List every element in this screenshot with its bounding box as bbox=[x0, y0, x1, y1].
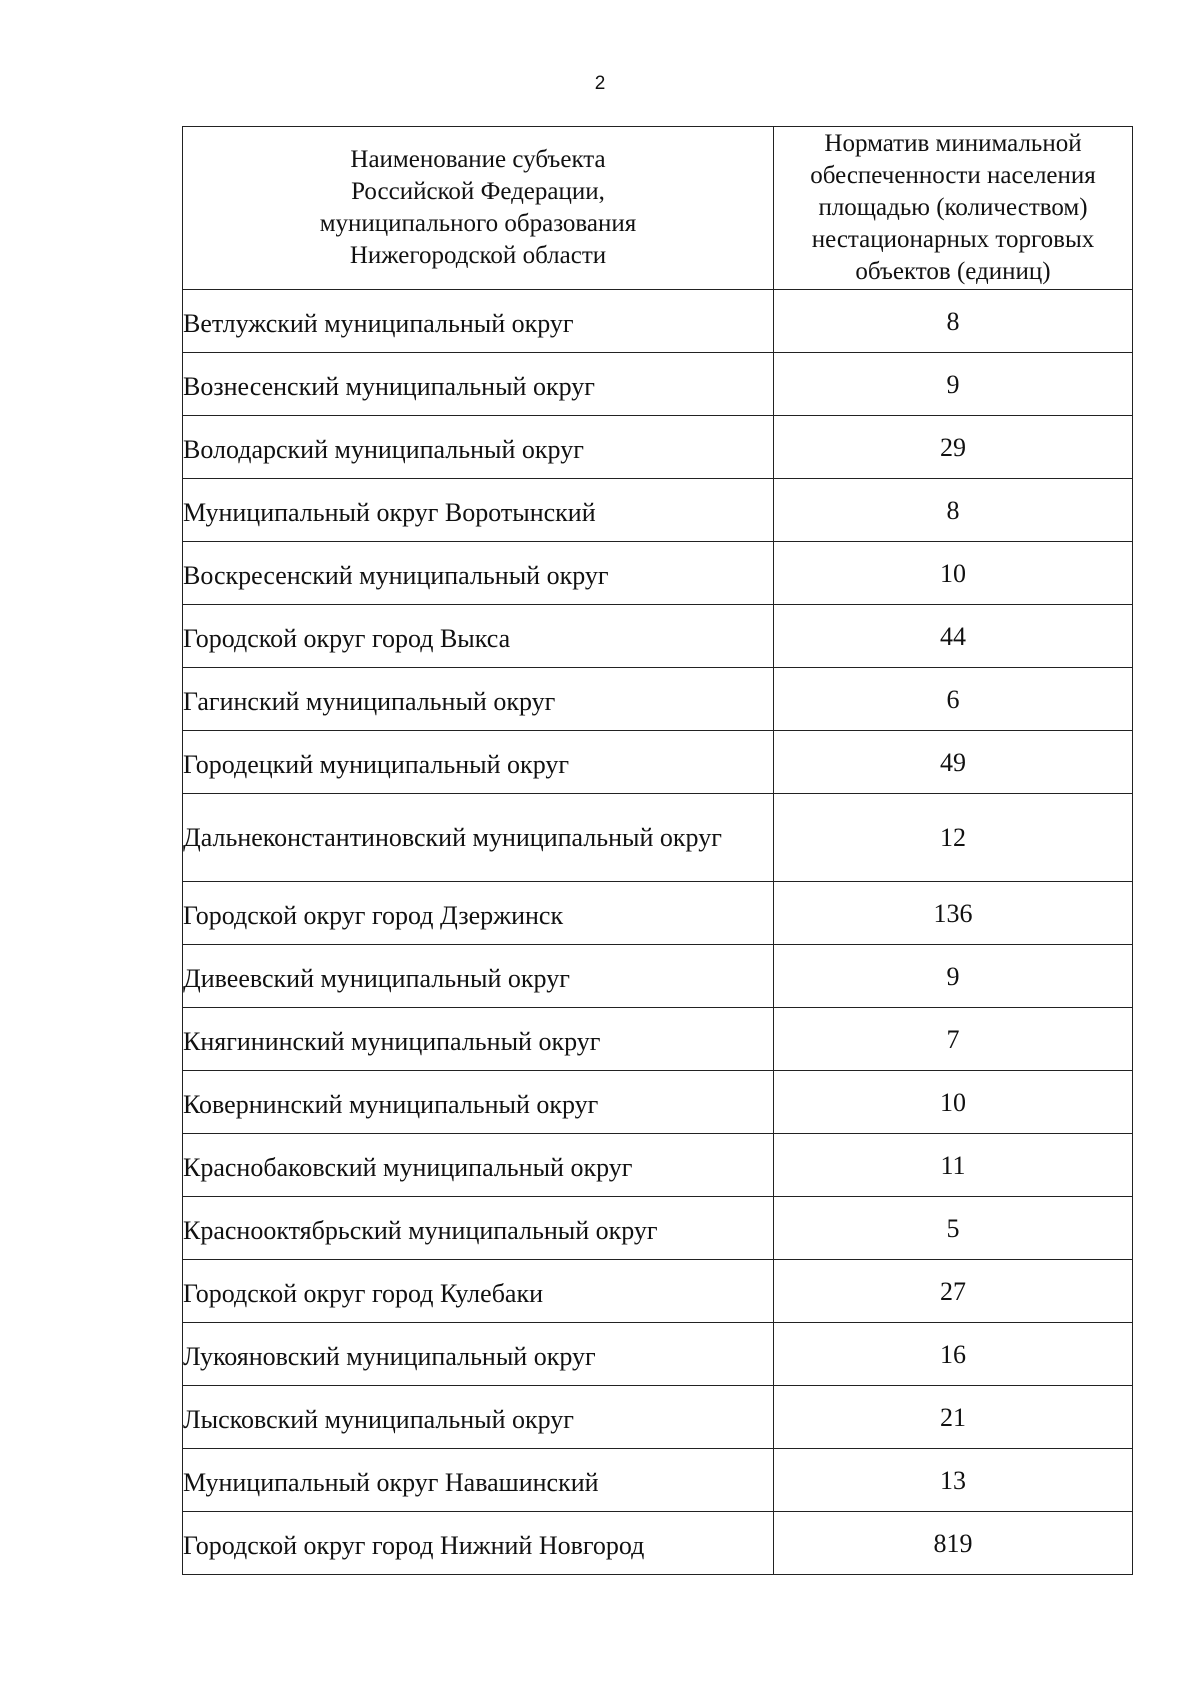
municipality-name: Краснобаковский муниципальный округ bbox=[183, 1134, 774, 1197]
municipality-name: Городской округ город Выкса bbox=[183, 605, 774, 668]
table-row bbox=[183, 1197, 1133, 1260]
header-municipality-line: Наименование субъекта bbox=[350, 146, 606, 173]
table-header-row bbox=[183, 127, 1133, 290]
norm-table bbox=[182, 126, 1133, 1575]
norm-value: 6 bbox=[774, 668, 1133, 731]
header-norm-line: объектов (единиц) bbox=[855, 258, 1051, 285]
norm-value: 7 bbox=[774, 1008, 1133, 1071]
norm-value: 8 bbox=[774, 479, 1133, 542]
norm-value: 9 bbox=[774, 945, 1133, 1008]
norm-value: 27 bbox=[774, 1260, 1133, 1323]
table-row bbox=[183, 542, 1133, 605]
table-row bbox=[183, 479, 1133, 542]
municipality-name: Муниципальный округ Воротынский bbox=[183, 479, 774, 542]
header-municipality-line: муниципального образования bbox=[319, 210, 637, 237]
municipality-name: Володарский муниципальный округ bbox=[183, 416, 774, 479]
norm-value: 11 bbox=[774, 1134, 1133, 1197]
norm-value: 12 bbox=[774, 794, 1133, 882]
header-municipality-line: Нижегородской области bbox=[349, 242, 607, 269]
municipality-name: Ветлужский муниципальный округ bbox=[183, 290, 774, 353]
table-row bbox=[183, 353, 1133, 416]
table-row bbox=[183, 794, 1133, 882]
page-number: 2 bbox=[594, 73, 606, 94]
table-row bbox=[183, 1386, 1133, 1449]
norm-value: 5 bbox=[774, 1197, 1133, 1260]
table-row bbox=[183, 945, 1133, 1008]
municipality-name: Городской округ город Нижний Новгород bbox=[183, 1512, 774, 1575]
table-row bbox=[183, 882, 1133, 945]
norm-value: 29 bbox=[774, 416, 1133, 479]
norm-value: 819 bbox=[774, 1512, 1133, 1575]
header-norm-line: Норматив минимальной bbox=[824, 130, 1082, 157]
municipality-name: Дальнеконстантиновский муниципальный округ bbox=[183, 794, 774, 882]
table-row bbox=[183, 605, 1133, 668]
municipality-name: Вознесенский муниципальный округ bbox=[183, 353, 774, 416]
table-row bbox=[183, 1449, 1133, 1512]
table-row bbox=[183, 1323, 1133, 1386]
municipality-name: Воскресенский муниципальный округ bbox=[183, 542, 774, 605]
norm-value: 21 bbox=[774, 1386, 1133, 1449]
norm-value: 9 bbox=[774, 353, 1133, 416]
table-row bbox=[183, 1134, 1133, 1197]
table-row bbox=[183, 1260, 1133, 1323]
table-row bbox=[183, 731, 1133, 794]
table-row bbox=[183, 1071, 1133, 1134]
table-row bbox=[183, 290, 1133, 353]
municipality-name: Ковернинский муниципальный округ bbox=[183, 1071, 774, 1134]
header-municipality-line: Российской Федерации, bbox=[351, 178, 605, 205]
table-row bbox=[183, 416, 1133, 479]
header-norm-line: обеспеченности населения bbox=[810, 162, 1096, 189]
municipality-name: Дивеевский муниципальный округ bbox=[183, 945, 774, 1008]
municipality-name: Лысковский муниципальный округ bbox=[183, 1386, 774, 1449]
norm-value: 10 bbox=[774, 542, 1133, 605]
table-row bbox=[183, 1008, 1133, 1071]
municipality-name: Муниципальный округ Навашинский bbox=[183, 1449, 774, 1512]
municipality-name: Княгининский муниципальный округ bbox=[183, 1008, 774, 1071]
municipality-name: Лукояновский муниципальный округ bbox=[183, 1323, 774, 1386]
municipality-name: Гагинский муниципальный округ bbox=[183, 668, 774, 731]
municipality-name: Городской округ город Дзержинск bbox=[183, 882, 774, 945]
municipality-name: Городской округ город Кулебаки bbox=[183, 1260, 774, 1323]
table-row bbox=[183, 668, 1133, 731]
municipality-name: Городецкий муниципальный округ bbox=[183, 731, 774, 794]
norm-value: 16 bbox=[774, 1323, 1133, 1386]
header-norm-line: нестационарных торговых bbox=[811, 226, 1095, 253]
header-norm-line: площадью (количеством) bbox=[818, 194, 1088, 221]
norm-value: 49 bbox=[774, 731, 1133, 794]
table-row bbox=[183, 1512, 1133, 1575]
norm-value: 136 bbox=[774, 882, 1133, 945]
header-municipality bbox=[183, 127, 774, 290]
municipality-name: Краснооктябрьский муниципальный округ bbox=[183, 1197, 774, 1260]
norm-value: 10 bbox=[774, 1071, 1133, 1134]
norm-value: 13 bbox=[774, 1449, 1133, 1512]
norm-value: 8 bbox=[774, 290, 1133, 353]
norm-value: 44 bbox=[774, 605, 1133, 668]
header-norm bbox=[774, 127, 1133, 290]
